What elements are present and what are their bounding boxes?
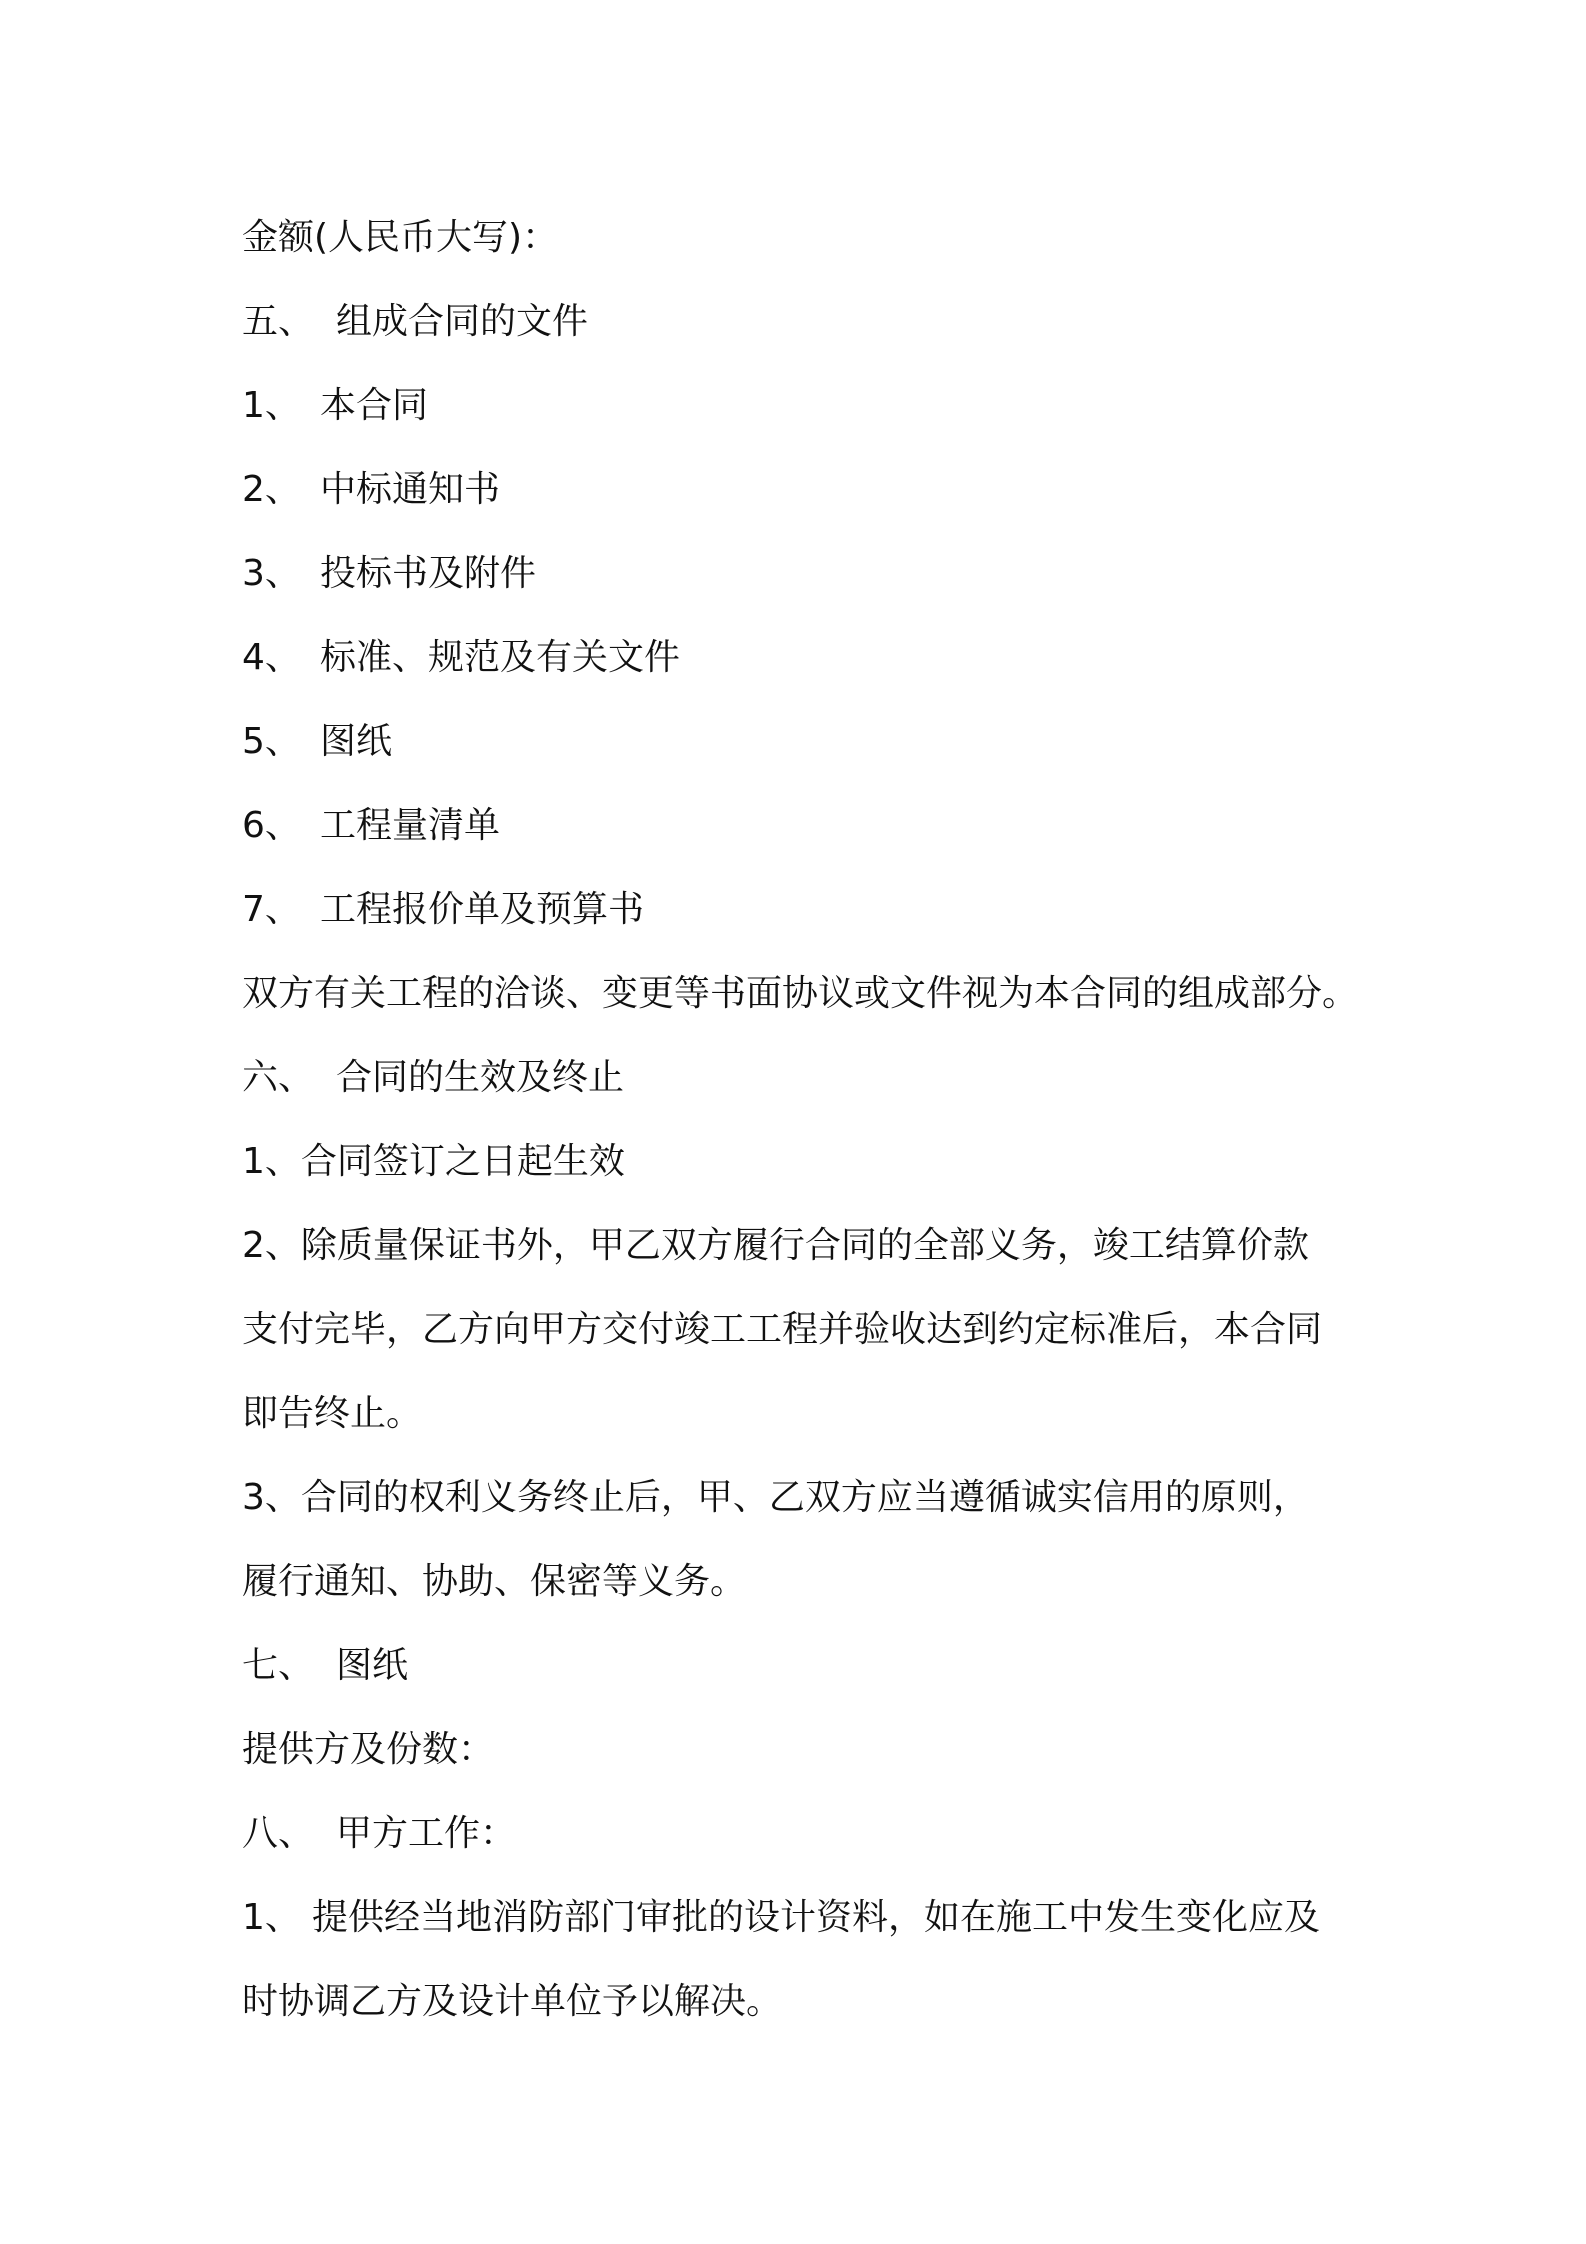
- section-title: 图纸: [336, 1645, 409, 1686]
- item-number: 1、: [242, 385, 301, 426]
- section-number: 六、: [242, 1057, 315, 1098]
- paragraph-line: [242, 952, 1392, 1036]
- section-title: 组成合同的文件: [336, 301, 589, 342]
- paragraph-line: [242, 1204, 1392, 1288]
- item-number: 2、: [242, 469, 301, 510]
- list-item: [242, 784, 1392, 868]
- paragraph-line: [242, 1120, 1392, 1204]
- line-text: 时协调乙方及设计单位予以解决。: [242, 1981, 783, 2022]
- paragraph-line: [242, 1456, 1392, 1540]
- line-text: 履行通知、协助、保密等义务。: [242, 1561, 747, 1602]
- item-text: 投标书及附件: [320, 553, 537, 594]
- amount-line: [242, 196, 1392, 280]
- line-text: 金额(人民币大写)：: [242, 217, 559, 258]
- section-title: 甲方工作：: [336, 1813, 517, 1854]
- item-number: 3、: [242, 553, 301, 594]
- line-text: 双方有关工程的洽谈、变更等书面协议或文件视为本合同的组成部分。: [242, 973, 1359, 1014]
- list-item: [242, 868, 1392, 952]
- line-text: 1、合同签订之日起生效: [242, 1141, 625, 1182]
- item-text: 提供经当地消防部门审批的设计资料，如在施工中发生变化应及: [312, 1897, 1321, 1938]
- item-text: 工程量清单: [320, 805, 501, 846]
- section-heading-8: [242, 1792, 1392, 1876]
- list-item: [242, 448, 1392, 532]
- item-text: 图纸: [320, 721, 393, 762]
- line-text: 提供方及份数：: [242, 1729, 495, 1770]
- section-number: 五、: [242, 301, 315, 342]
- list-item: [242, 364, 1392, 448]
- section-heading-6: [242, 1036, 1392, 1120]
- paragraph-line: [242, 1540, 1392, 1624]
- paragraph-line: [242, 1372, 1392, 1456]
- list-item: [242, 616, 1392, 700]
- list-item: [242, 1876, 1392, 1960]
- line-text: 2、除质量保证书外，甲乙双方履行合同的全部义务，竣工结算价款: [242, 1225, 1309, 1266]
- section-number: 八、: [242, 1813, 315, 1854]
- item-number: 1、: [242, 1897, 301, 1938]
- section-title: 合同的生效及终止: [336, 1057, 625, 1098]
- item-text: 本合同: [320, 385, 429, 426]
- item-number: 7、: [242, 889, 301, 930]
- list-item: [242, 532, 1392, 616]
- section-heading-7: [242, 1624, 1392, 1708]
- list-item: [242, 700, 1392, 784]
- item-number: 6、: [242, 805, 301, 846]
- document-body: [242, 196, 1392, 2044]
- line-text: 即告终止。: [242, 1393, 423, 1434]
- paragraph-line: [242, 1960, 1392, 2044]
- item-text: 工程报价单及预算书: [320, 889, 645, 930]
- item-text: 标准、规范及有关文件: [320, 637, 681, 678]
- line-text: 支付完毕，乙方向甲方交付竣工工程并验收达到约定标准后，本合同: [242, 1309, 1323, 1350]
- section-number: 七、: [242, 1645, 315, 1686]
- item-number: 4、: [242, 637, 301, 678]
- item-text: 中标通知书: [320, 469, 501, 510]
- paragraph-line: [242, 1288, 1392, 1372]
- item-number: 5、: [242, 721, 301, 762]
- section-heading-5: [242, 280, 1392, 364]
- paragraph-line: [242, 1708, 1392, 1792]
- line-text: 3、合同的权利义务终止后，甲、乙双方应当遵循诚实信用的原则，: [242, 1477, 1309, 1518]
